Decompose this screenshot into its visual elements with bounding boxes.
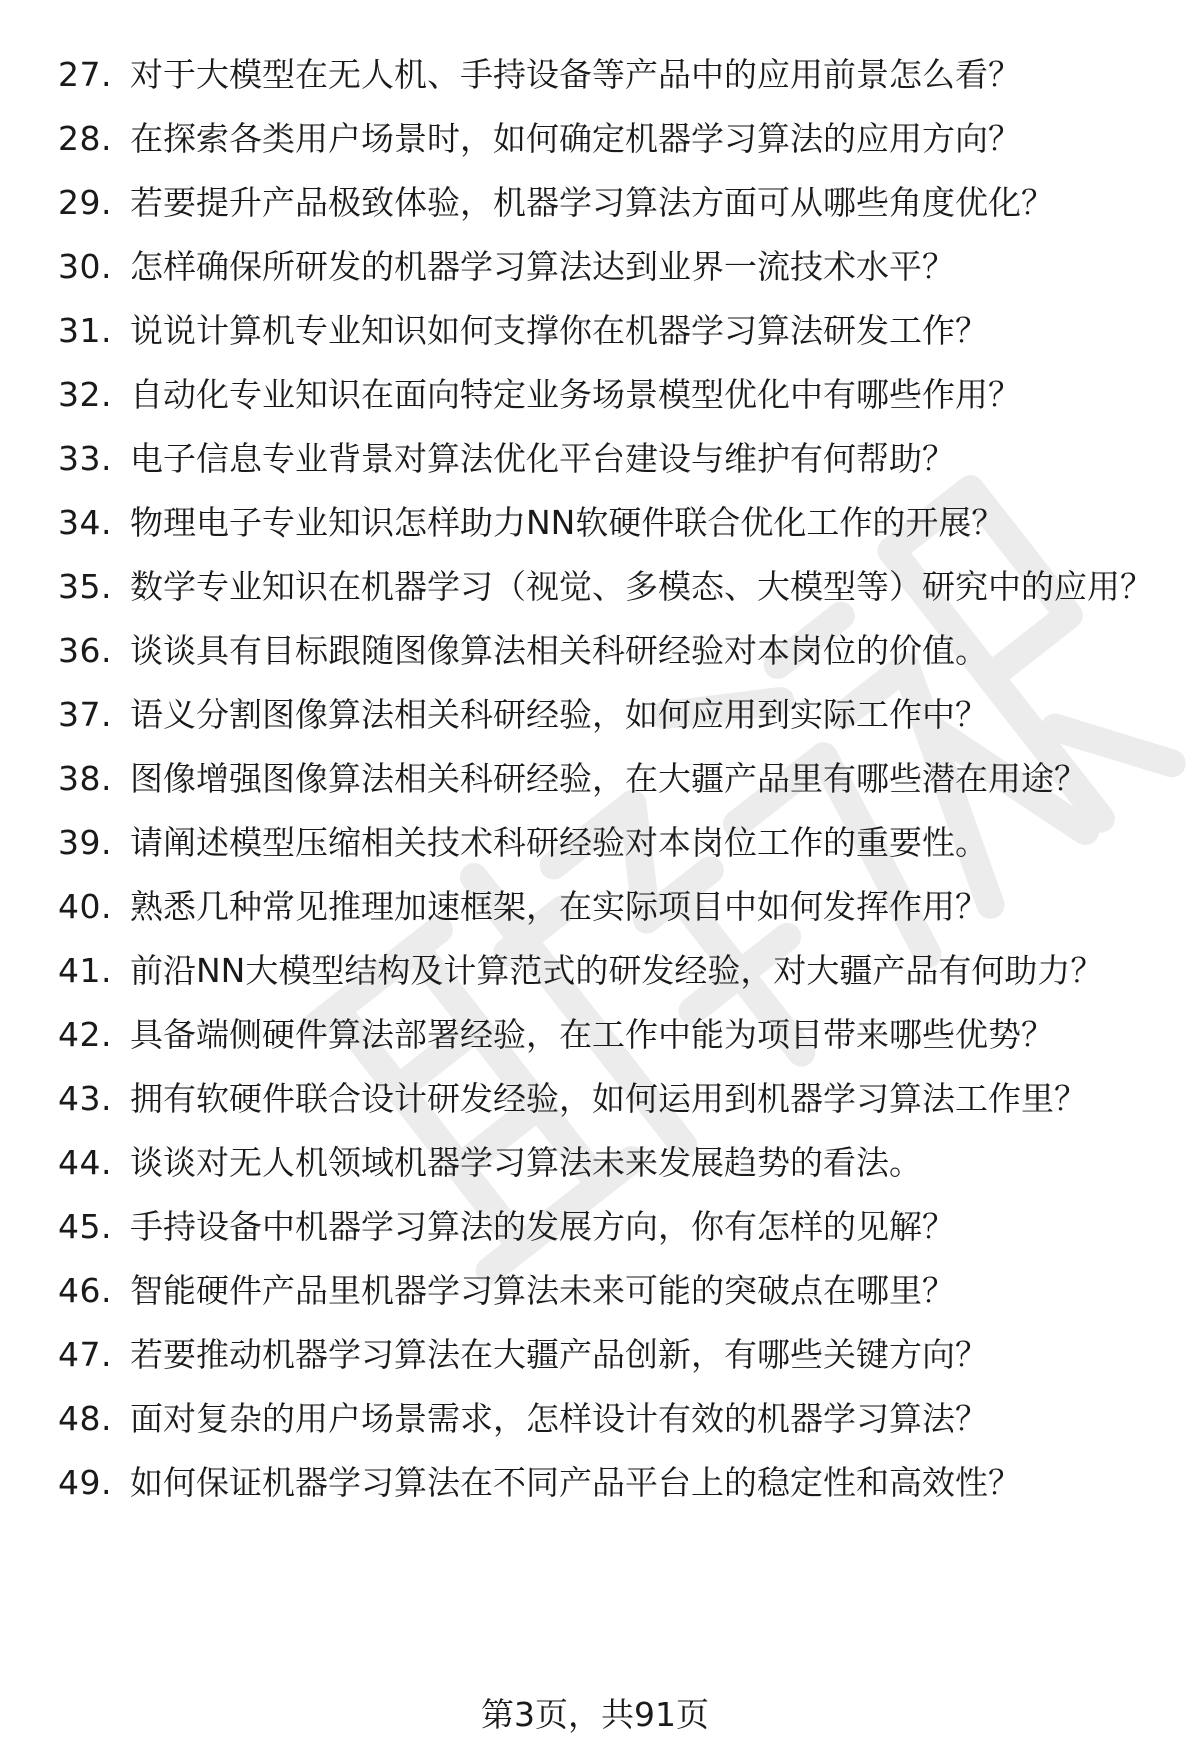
- question-item-34: [58, 500, 1158, 546]
- question-text: 具备端侧硬件算法部署经验，在工作中能为项目带来哪些优势？: [130, 1015, 1054, 1054]
- question-number: 46.: [58, 1271, 112, 1310]
- question-item-30: [58, 244, 1158, 290]
- question-number: 42.: [58, 1015, 112, 1054]
- question-item-32: [58, 372, 1158, 418]
- question-number: 41.: [58, 951, 112, 990]
- question-item-44: [58, 1140, 1158, 1186]
- question-number: 39.: [58, 823, 112, 862]
- question-text: 数学专业知识在机器学习（视觉、多模态、大模型等）研究中的应用？: [130, 567, 1153, 606]
- question-item-43: [58, 1076, 1158, 1122]
- question-number: 48.: [58, 1399, 112, 1438]
- question-number: 44.: [58, 1143, 112, 1182]
- question-item-40: [58, 884, 1158, 930]
- question-text: 语义分割图像算法相关科研经验，如何应用到实际工作中？: [130, 695, 988, 734]
- question-list: [58, 52, 1158, 1524]
- question-number: 45.: [58, 1207, 112, 1246]
- question-text: 拥有软硬件联合设计研发经验，如何运用到机器学习算法工作里？: [130, 1079, 1087, 1118]
- question-item-42: [58, 1012, 1158, 1058]
- question-text: 面对复杂的用户场景需求，怎样设计有效的机器学习算法？: [130, 1399, 988, 1438]
- question-text: 智能硬件产品里机器学习算法未来可能的突破点在哪里？: [130, 1271, 955, 1310]
- page-number-label: 第3页，共91页: [481, 1695, 709, 1734]
- question-number: 36.: [58, 631, 112, 670]
- question-number: 34.: [58, 503, 112, 542]
- question-item-41: [58, 948, 1158, 994]
- question-text: 图像增强图像算法相关科研经验，在大疆产品里有哪些潜在用途？: [130, 759, 1087, 798]
- question-text: 说说计算机专业知识如何支撑你在机器学习算法研发工作？: [130, 311, 988, 350]
- question-number: 40.: [58, 887, 112, 926]
- question-text: 电子信息专业背景对算法优化平台建设与维护有何帮助？: [130, 439, 955, 478]
- question-item-33: [58, 436, 1158, 482]
- question-number: 27.: [58, 55, 112, 94]
- question-item-45: [58, 1204, 1158, 1250]
- question-text: 请阐述模型压缩相关技术科研经验对本岗位工作的重要性。: [130, 823, 988, 862]
- question-text: 前沿NN大模型结构及计算范式的研发经验，对大疆产品有何助力？: [130, 951, 1104, 990]
- question-item-29: [58, 180, 1158, 226]
- question-text: 熟悉几种常见推理加速框架，在实际项目中如何发挥作用？: [130, 887, 988, 926]
- question-item-35: [58, 564, 1158, 610]
- question-number: 47.: [58, 1335, 112, 1374]
- question-item-48: [58, 1396, 1158, 1442]
- question-number: 29.: [58, 183, 112, 222]
- question-number: 31.: [58, 311, 112, 350]
- question-item-38: [58, 756, 1158, 802]
- question-number: 30.: [58, 247, 112, 286]
- question-number: 35.: [58, 567, 112, 606]
- question-text: 谈谈具有目标跟随图像算法相关科研经验对本岗位的价值。: [130, 631, 988, 670]
- question-item-46: [58, 1268, 1158, 1314]
- question-number: 49.: [58, 1463, 112, 1502]
- question-number: 33.: [58, 439, 112, 478]
- question-text: 怎样确保所研发的机器学习算法达到业界一流技术水平？: [130, 247, 955, 286]
- page-footer: [0, 1693, 1190, 1737]
- question-number: 28.: [58, 119, 112, 158]
- question-item-39: [58, 820, 1158, 866]
- question-text: 物理电子专业知识怎样助力NN软硬件联合优化工作的开展？: [130, 503, 1005, 542]
- question-text: 若要提升产品极致体验，机器学习算法方面可从哪些角度优化？: [130, 183, 1054, 222]
- question-item-36: [58, 628, 1158, 674]
- question-text: 手持设备中机器学习算法的发展方向，你有怎样的见解？: [130, 1207, 955, 1246]
- question-number: 38.: [58, 759, 112, 798]
- question-item-49: [58, 1460, 1158, 1506]
- question-item-27: [58, 52, 1158, 98]
- question-text: 如何保证机器学习算法在不同产品平台上的稳定性和高效性？: [130, 1463, 1021, 1502]
- question-number: 43.: [58, 1079, 112, 1118]
- question-text: 在探索各类用户场景时，如何确定机器学习算法的应用方向？: [130, 119, 1021, 158]
- question-number: 32.: [58, 375, 112, 414]
- question-text: 谈谈对无人机领域机器学习算法未来发展趋势的看法。: [130, 1143, 922, 1182]
- question-item-37: [58, 692, 1158, 738]
- question-text: 自动化专业知识在面向特定业务场景模型优化中有哪些作用？: [130, 375, 1021, 414]
- question-item-47: [58, 1332, 1158, 1378]
- question-item-31: [58, 308, 1158, 354]
- question-text: 对于大模型在无人机、手持设备等产品中的应用前景怎么看？: [130, 55, 1021, 94]
- question-item-28: [58, 116, 1158, 162]
- question-text: 若要推动机器学习算法在大疆产品创新，有哪些关键方向？: [130, 1335, 988, 1374]
- question-number: 37.: [58, 695, 112, 734]
